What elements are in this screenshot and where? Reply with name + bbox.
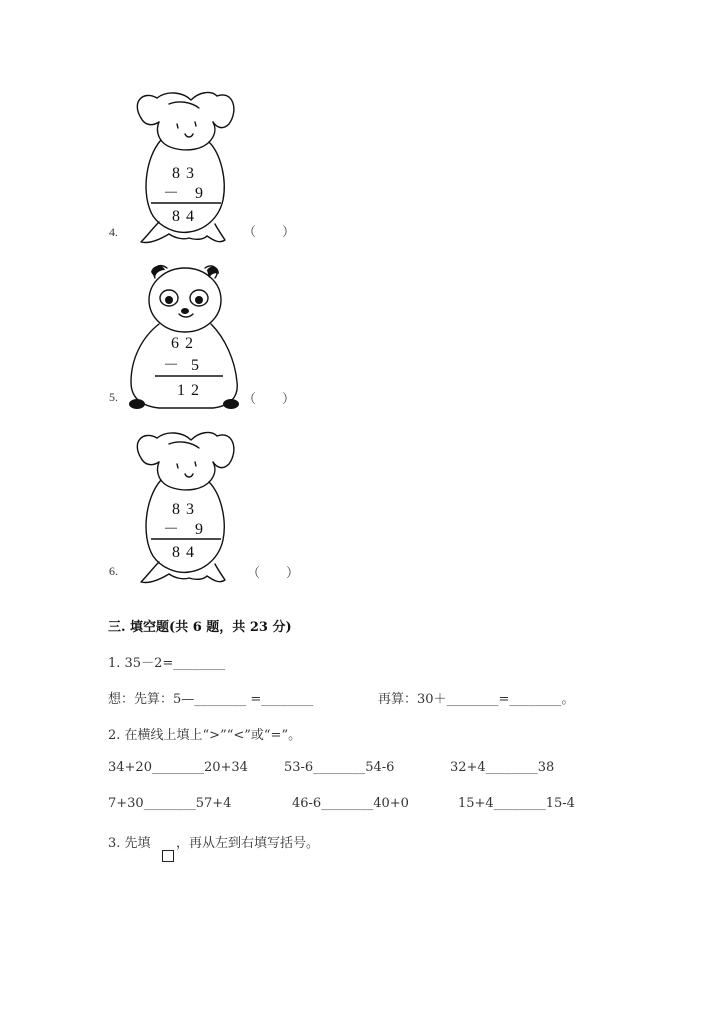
q1-line: 1. 35－2=________ [108,656,226,671]
minuend: 83 [172,501,200,518]
subtrahend: 5 [191,357,199,374]
problem-4 [105,88,325,253]
difference: 84 [172,544,200,561]
q2-item: 15+4________15-4 [458,796,575,811]
answer-parentheses[interactable]: （ ） [243,225,296,240]
minuend: 62 [171,335,199,352]
elephant-illustration [125,428,245,590]
answer-parentheses[interactable]: （ ） [243,392,296,407]
q2-instruction: 2. 在横线上填上“>”“<”或“=”。 [108,728,302,743]
subtrahend: 9 [195,185,203,202]
elephant-illustration [125,88,245,250]
operator: － [163,357,180,374]
q2-item: 7+30________57+4 [108,796,232,811]
panda-illustration [125,260,245,418]
q2-item: 32+4________38 [450,760,555,775]
answer-box[interactable] [162,850,174,862]
operator: － [163,185,180,202]
q1-think: 想：先算：5—________ =________ [108,692,314,707]
problem-5 [105,260,325,420]
subtrahend: 9 [195,521,203,538]
problem-number: 4. [109,225,118,239]
operator: － [163,521,180,538]
q1-then: 再算：30＋________=________。 [378,692,575,707]
q2-item: 34+20________20+34 [108,760,248,775]
problem-6 [105,428,325,593]
q3-text-a: 3. 先填 [108,836,151,851]
q3-text-b: ，再从左到右填写括号。 [176,836,320,851]
problem-number: 5. [109,390,118,404]
answer-parentheses[interactable]: （ ） [247,566,300,581]
minuend: 83 [172,165,200,182]
q2-item: 53-6________54-6 [284,760,395,775]
difference: 12 [177,382,205,399]
section-title: 三. 填空题(共 6 题，共 23 分) [108,620,292,635]
problem-number: 6. [109,564,118,578]
difference: 84 [172,208,200,225]
q2-item: 46-6________40+0 [292,796,409,811]
